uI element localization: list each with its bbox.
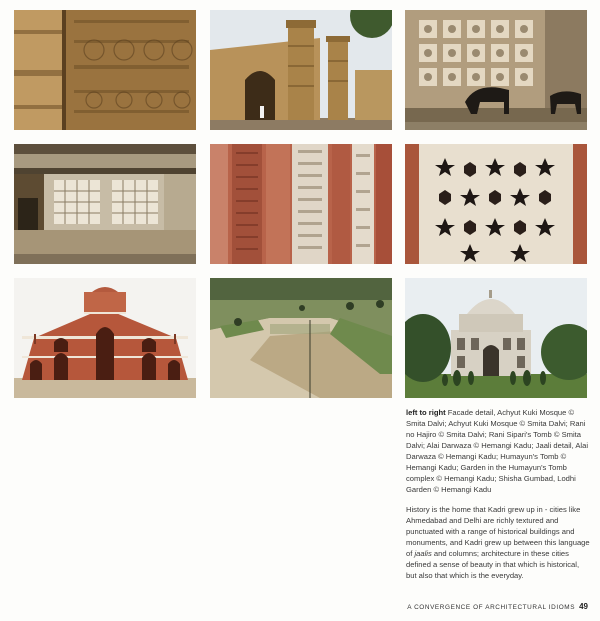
caption-text: Facade detail, Achyut Kuki Mosque © Smita Dalvi; Achyut Kuki Mosque © Smita Dalvi; Rani no Hajiro © Smita Dalvi; Rani Sipari's Tomb © Smita Dalvi; Alai Darwaza © Hemangi Kadu; Jaali detail, Alai Darwaza © Hemangi Kadu; Humayun's Tomb © Hemangi Kadu; Garden in the Humayun's Tomb complex © Hemangi Kadu; Shisha Gumbad, Lodhi Garden © Hemangi Kadu xyxy=(406,408,589,494)
page-number: 49 xyxy=(579,602,588,611)
running-head-title: A CONVERGENCE OF ARCHITECTURAL IDIOMS xyxy=(407,604,576,611)
running-head xyxy=(407,602,588,611)
photo-jaali-detail-alai-darwaza xyxy=(405,144,587,264)
body-paragraph xyxy=(406,504,590,581)
photo-rani-siparis-tomb xyxy=(14,144,196,264)
body-text-part2: and columns; architecture in these cities defined a sense of beauty in that which is historical, but also that which is the everyday. xyxy=(406,549,580,580)
body-text-italic: jaalis xyxy=(414,549,432,558)
photo-garden-humayuns-tomb-complex xyxy=(210,278,392,398)
photo-shisha-gumbad-lodhi-garden xyxy=(405,278,587,398)
photo-humayuns-tomb xyxy=(14,278,196,398)
photo-caption xyxy=(406,407,590,495)
photo-alai-darwaza xyxy=(210,144,392,264)
photo-achyut-kuki-mosque xyxy=(210,10,392,130)
photo-facade-detail-achyut-kuki-mosque xyxy=(14,10,196,130)
photo-rani-no-hajiro xyxy=(405,10,587,130)
body-text-part1: History is the home that Kadri grew up in - cities like Ahmedabad and Delhi are richly textured and punctuated with a range of historical buildings and monuments, and Kadri grew up between this language of xyxy=(406,505,590,558)
caption-lead: left to right xyxy=(406,408,446,417)
